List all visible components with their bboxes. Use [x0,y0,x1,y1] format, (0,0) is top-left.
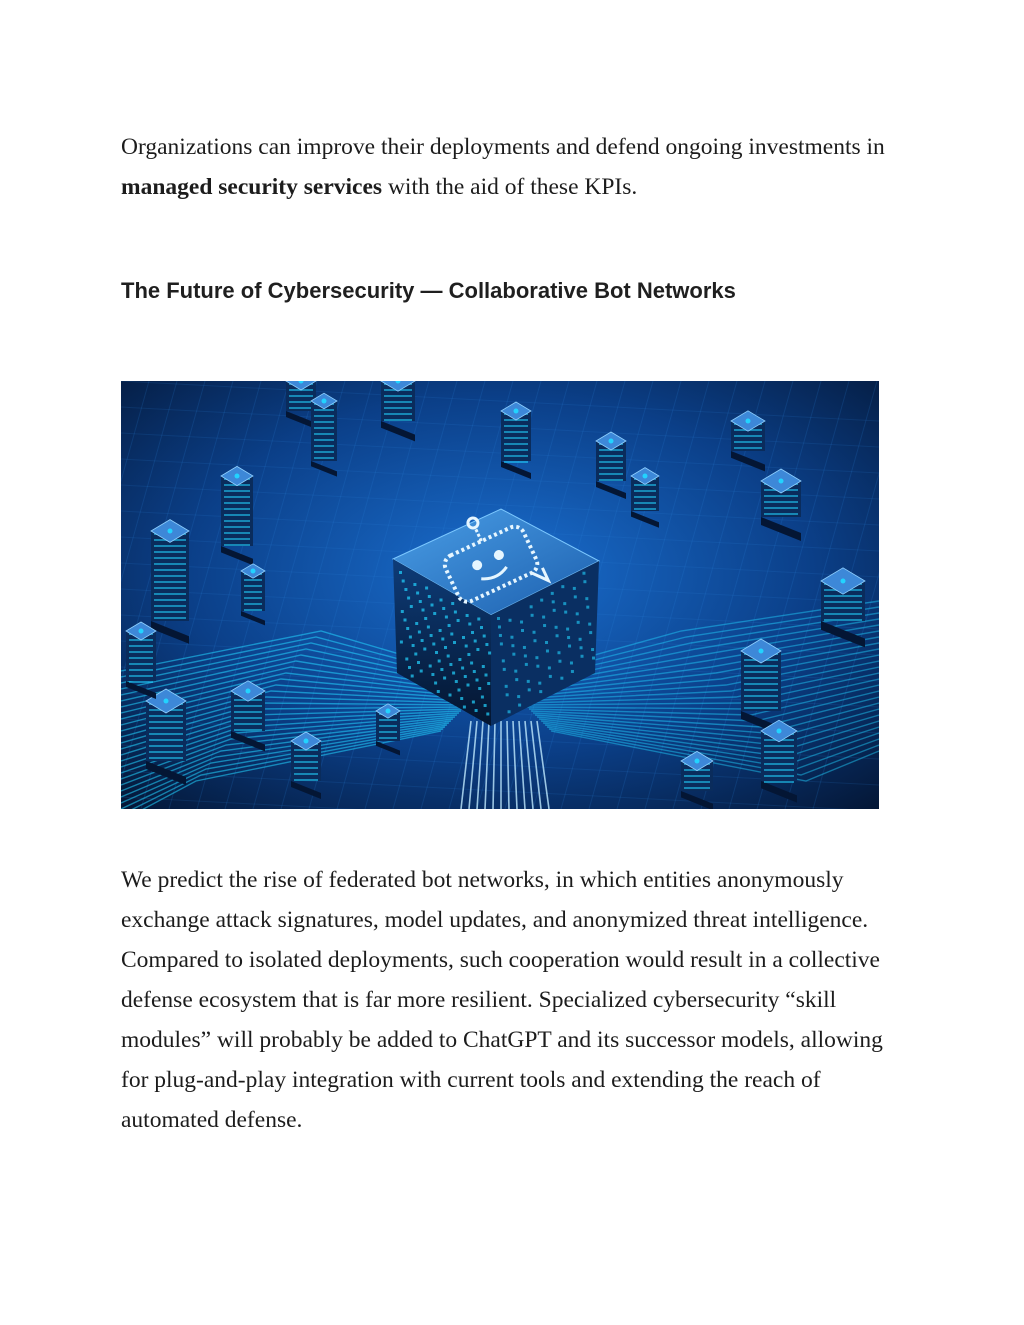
intro-text-before: Organizations can improve their deployments and defend ongoing investments in [121,134,885,160]
section-heading: The Future of Cybersecurity — Collaborative Bot Networks [121,278,736,303]
intro-bold-phrase: managed security services [121,174,383,200]
circuit-board-image [121,381,879,809]
intro-paragraph [121,127,911,207]
body-paragraph: We predict the rise of federated bot networks, in which entities anonymously exchange attack signatures, model updates, and anonymized threat intelligence. Compared to isolated deployments, such cooperation would result in a collective defense ecosystem that is far more resilient. Specialized cybersecurity “skill modules” will probably be added to ChatGPT and its successor models, allowing for plug-and-play integration with current tools and extending the reach of automated defense. [121,867,883,1133]
intro-text-after: with the aid of these KPIs. [382,174,638,200]
